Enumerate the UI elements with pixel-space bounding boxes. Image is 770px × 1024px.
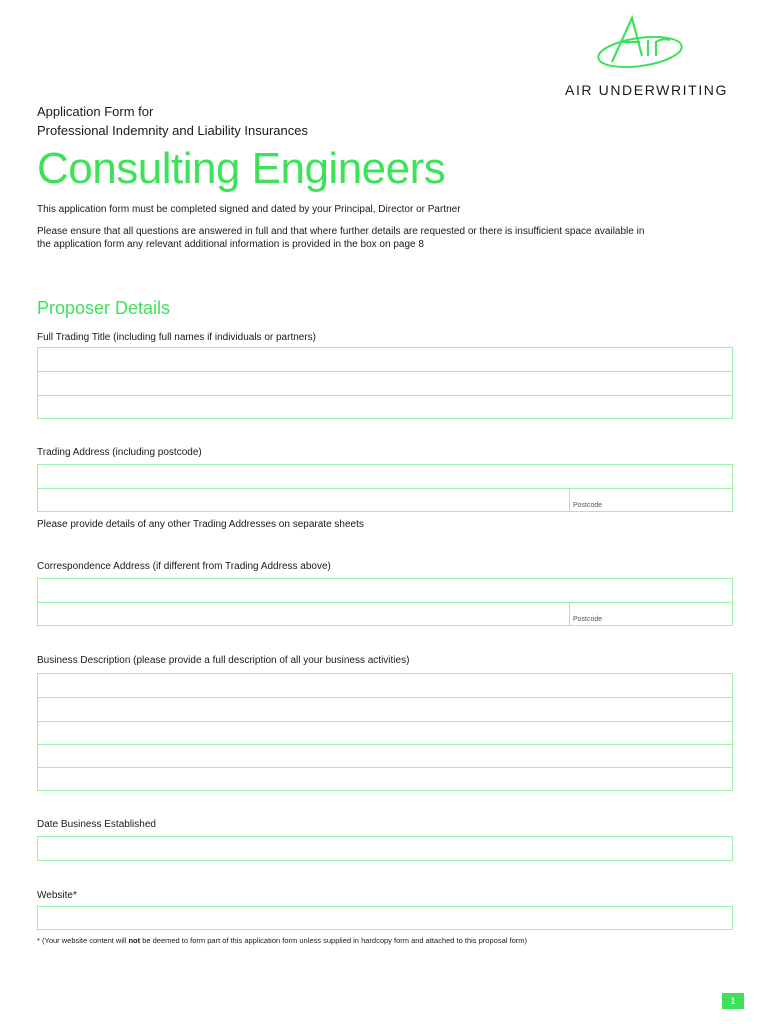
field-row-divider: [38, 488, 732, 489]
postcode-divider: [569, 488, 570, 512]
field-row-divider: [38, 744, 732, 745]
correspondence-address-label: Correspondence Address (if different from Trading Address above): [37, 561, 331, 572]
date-established-field[interactable]: [37, 836, 733, 861]
air-logo-icon: [592, 12, 692, 72]
field-row-divider: [38, 721, 732, 722]
footnote-text-end: be deemed to form part of this application form unless supplied in hardcopy form and attached to this proposal form): [140, 936, 527, 945]
field-row-divider: [38, 767, 732, 768]
correspondence-address-field[interactable]: [37, 578, 733, 626]
completion-note: This application form must be completed signed and dated by your Principal, Director or Partner: [37, 204, 461, 215]
field-row-divider: [38, 395, 732, 396]
ensure-note-line1: Please ensure that all questions are answered in full and that where further details are requested or there is insufficient space available in: [37, 226, 645, 237]
business-description-label: Business Description (please provide a full description of all your business activities): [37, 655, 410, 666]
trading-address-field[interactable]: [37, 464, 733, 512]
postcode-divider: [569, 602, 570, 626]
page-number: 1: [722, 993, 744, 1009]
brand-name: AIR UNDERWRITING: [565, 82, 729, 98]
other-addresses-note: Please provide details of any other Trading Addresses on separate sheets: [37, 519, 364, 530]
field-row-divider: [38, 697, 732, 698]
trading-address-label: Trading Address (including postcode): [37, 447, 202, 458]
form-for-text: Application Form for: [37, 104, 154, 119]
field-row-divider: [38, 602, 732, 603]
date-established-label: Date Business Established: [37, 819, 156, 830]
trading-title-field[interactable]: [37, 347, 733, 419]
page-title: Consulting Engineers: [37, 144, 446, 193]
correspondence-postcode-label: Postcode: [573, 616, 603, 623]
insurance-type-text: Professional Indemnity and Liability Insurances: [37, 123, 308, 138]
footnote-text-start: * (Your website content will: [37, 936, 129, 945]
trading-postcode-label: Postcode: [573, 502, 603, 509]
field-row-divider: [38, 371, 732, 372]
ensure-note-line2: the application form any relevant additional information is provided in the box on page 8: [37, 239, 424, 250]
footnote-bold-word: not: [128, 936, 141, 945]
website-label: Website*: [37, 890, 77, 901]
website-footnote: [37, 936, 527, 945]
trading-title-label: Full Trading Title (including full names if individuals or partners): [37, 332, 317, 343]
business-description-field[interactable]: [37, 673, 733, 791]
website-field[interactable]: [37, 906, 733, 930]
section-title: Proposer Details: [37, 298, 171, 318]
